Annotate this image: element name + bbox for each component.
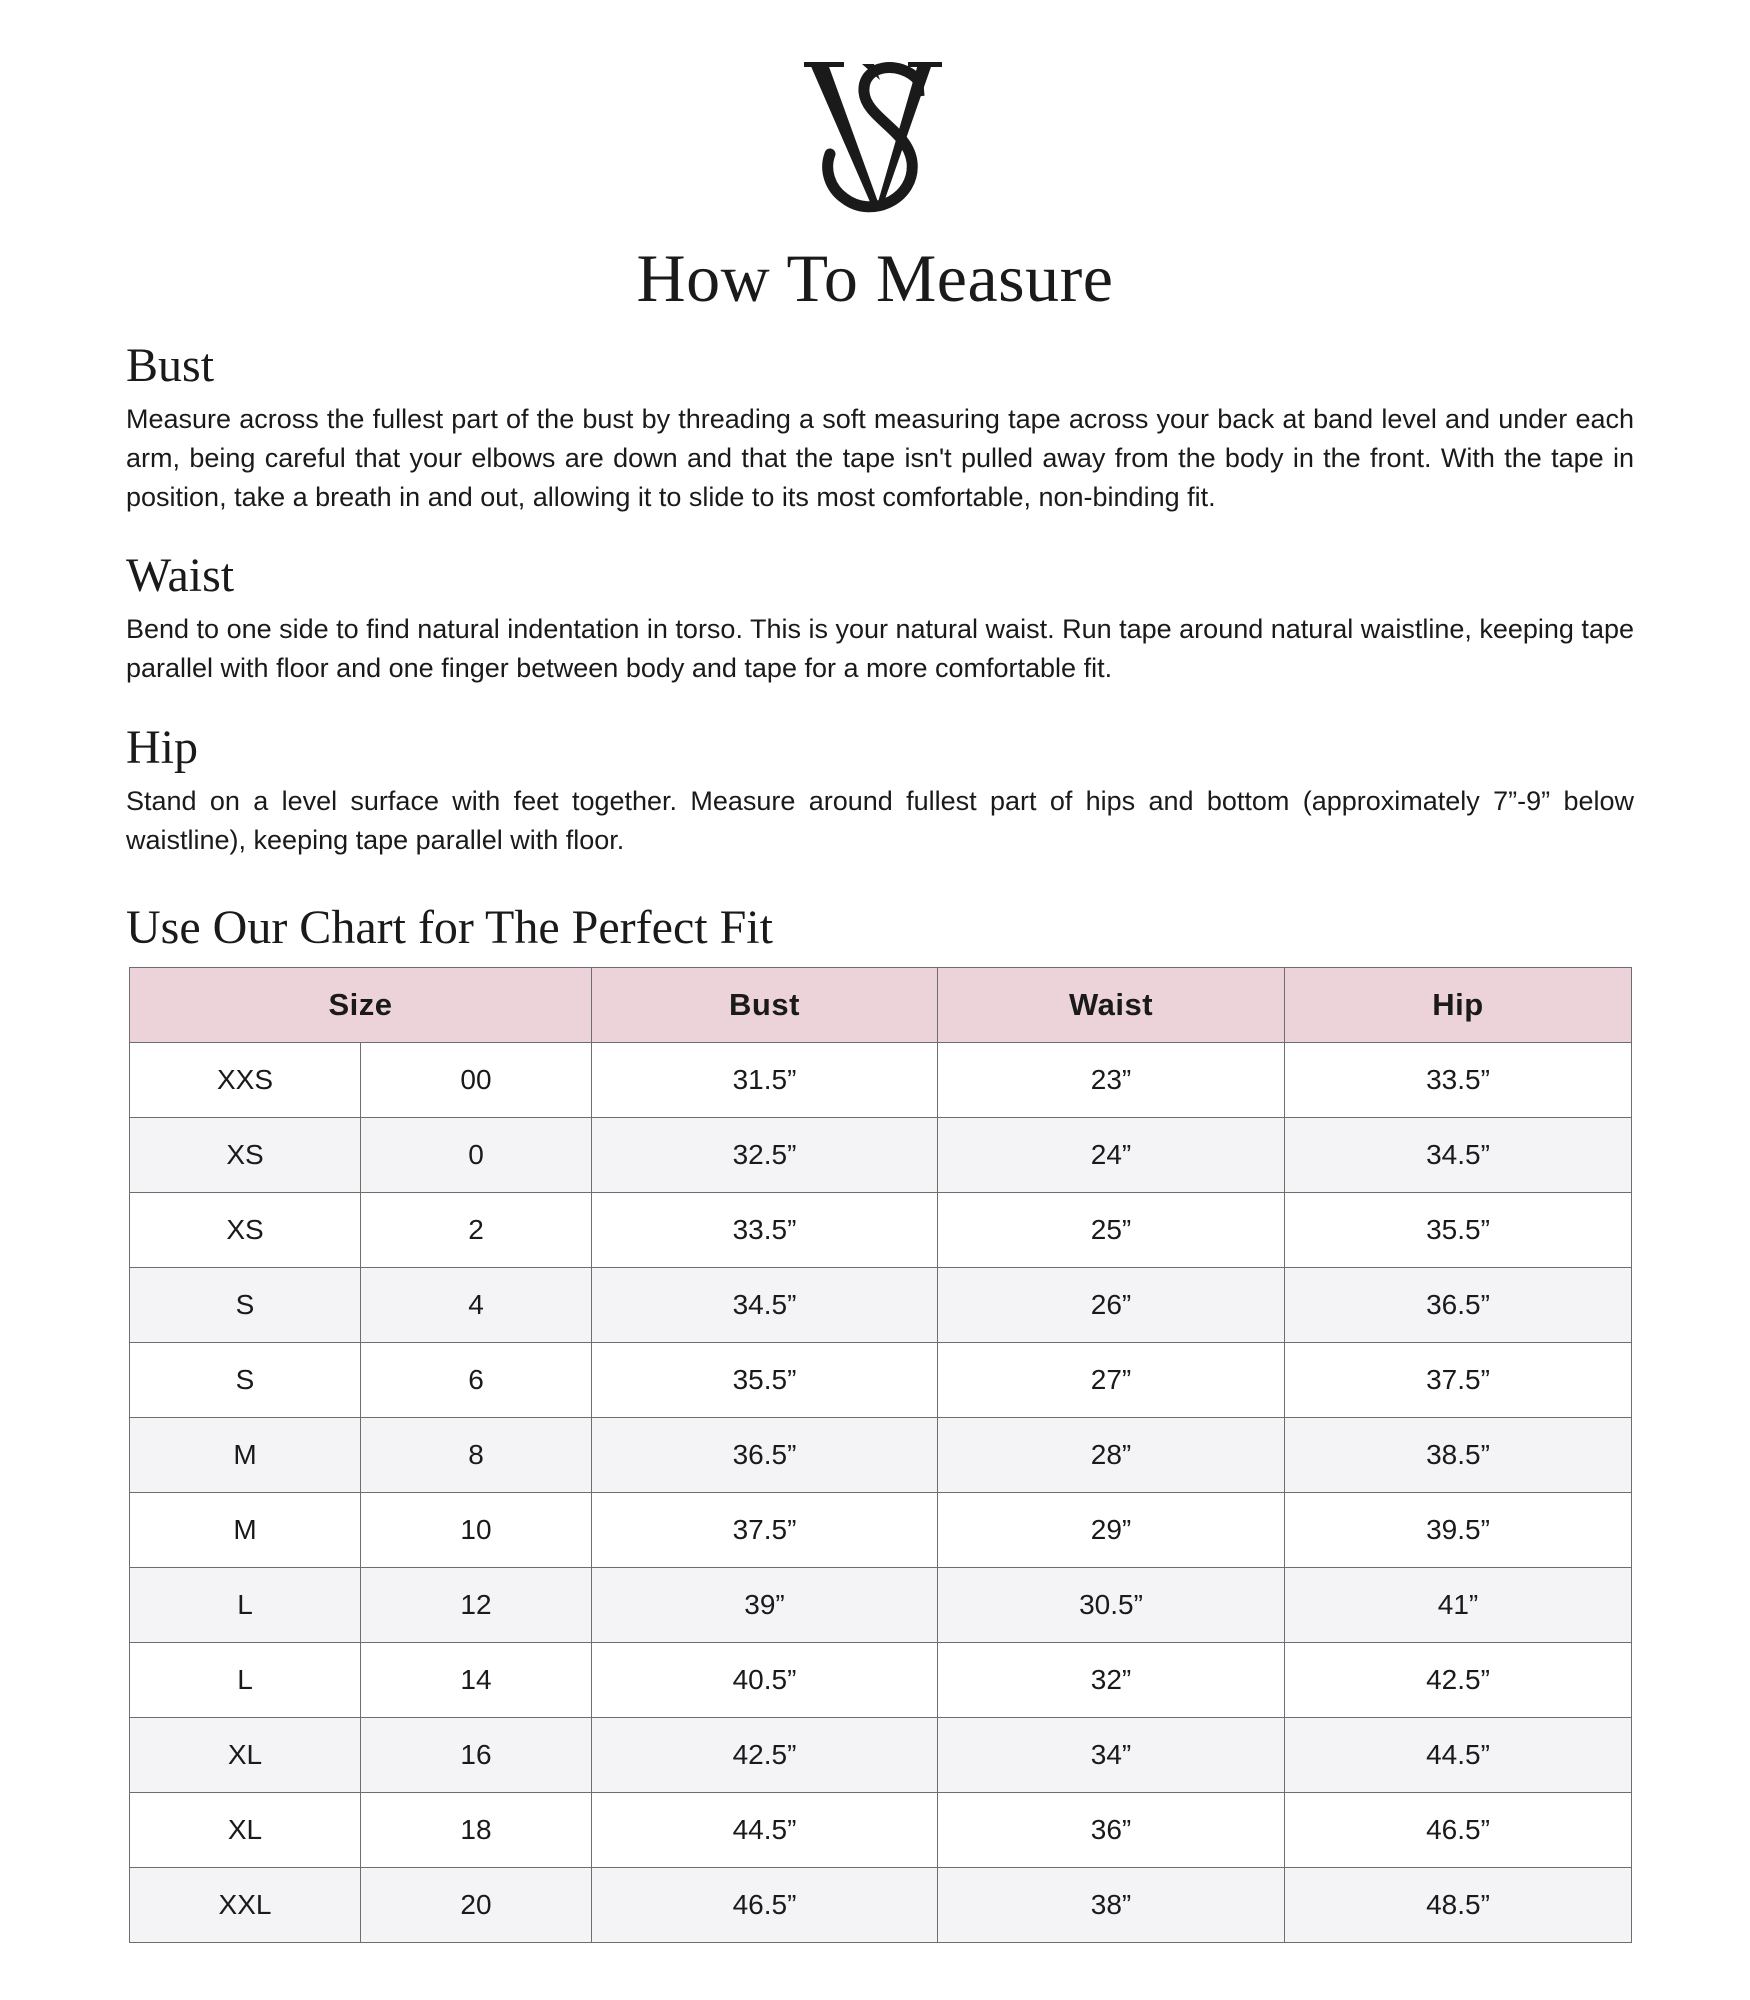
table-row xyxy=(130,1868,1632,1943)
cell-hip: 37.5” xyxy=(1285,1343,1632,1418)
cell-bust: 46.5” xyxy=(592,1868,938,1943)
cell-bust: 44.5” xyxy=(592,1793,938,1868)
cell-hip: 33.5” xyxy=(1285,1043,1632,1118)
cell-bust: 32.5” xyxy=(592,1118,938,1193)
cell-hip: 36.5” xyxy=(1285,1268,1632,1343)
cell-waist: 36” xyxy=(938,1793,1285,1868)
cell-waist: 23” xyxy=(938,1043,1285,1118)
cell-bust: 35.5” xyxy=(592,1343,938,1418)
table-row xyxy=(130,1118,1632,1193)
cell-waist: 26” xyxy=(938,1268,1285,1343)
cell-size-letter: S xyxy=(130,1343,361,1418)
cell-waist: 38” xyxy=(938,1868,1285,1943)
cell-bust: 40.5” xyxy=(592,1643,938,1718)
cell-size-number: 4 xyxy=(361,1268,592,1343)
cell-waist: 34” xyxy=(938,1718,1285,1793)
hip-section xyxy=(126,720,1634,860)
table-row xyxy=(130,1343,1632,1418)
cell-size-letter: L xyxy=(130,1568,361,1643)
cell-bust: 36.5” xyxy=(592,1418,938,1493)
hip-instructions: Stand on a level surface with feet together. Measure around fullest part of hips and bottom (approximately 7”-9” below waistline), keeping tape parallel with floor. xyxy=(126,786,1634,855)
cell-hip: 38.5” xyxy=(1285,1418,1632,1493)
cell-size-number: 12 xyxy=(361,1568,592,1643)
cell-size-number: 8 xyxy=(361,1418,592,1493)
cell-hip: 44.5” xyxy=(1285,1718,1632,1793)
table-row xyxy=(130,1718,1632,1793)
cell-size-number: 10 xyxy=(361,1493,592,1568)
table-row xyxy=(130,1643,1632,1718)
cell-size-letter: M xyxy=(130,1493,361,1568)
waist-instructions: Bend to one side to find natural indentation in torso. This is your natural waist. Run tape around natural waistline, keeping tape parallel with floor and one finger between body and tape for a more comfortable fit. xyxy=(126,614,1634,683)
cell-waist: 28” xyxy=(938,1418,1285,1493)
table-row xyxy=(130,1793,1632,1868)
cell-bust: 39” xyxy=(592,1568,938,1643)
table-row xyxy=(130,1268,1632,1343)
cell-size-number: 16 xyxy=(361,1718,592,1793)
cell-hip: 34.5” xyxy=(1285,1118,1632,1193)
cell-bust: 31.5” xyxy=(592,1043,938,1118)
header-waist: Waist xyxy=(938,968,1285,1043)
cell-waist: 29” xyxy=(938,1493,1285,1568)
page-title: How To Measure xyxy=(636,240,1114,316)
table-header-row xyxy=(130,968,1632,1043)
cell-waist: 25” xyxy=(938,1193,1285,1268)
header-bust: Bust xyxy=(592,968,938,1043)
cell-hip: 41” xyxy=(1285,1568,1632,1643)
cell-bust: 37.5” xyxy=(592,1493,938,1568)
header-size: Size xyxy=(130,968,592,1043)
header-hip: Hip xyxy=(1285,968,1632,1043)
cell-waist: 24” xyxy=(938,1118,1285,1193)
cell-waist: 30.5” xyxy=(938,1568,1285,1643)
cell-bust: 34.5” xyxy=(592,1268,938,1343)
cell-size-letter: L xyxy=(130,1643,361,1718)
cell-hip: 48.5” xyxy=(1285,1868,1632,1943)
waist-section xyxy=(126,548,1634,688)
cell-size-number: 14 xyxy=(361,1643,592,1718)
cell-hip: 35.5” xyxy=(1285,1193,1632,1268)
cell-hip: 42.5” xyxy=(1285,1643,1632,1718)
cell-size-number: 18 xyxy=(361,1793,592,1868)
cell-size-letter: S xyxy=(130,1268,361,1343)
cell-size-letter: XS xyxy=(130,1193,361,1268)
table-row xyxy=(130,1418,1632,1493)
table-row xyxy=(130,1568,1632,1643)
vs-monogram-icon xyxy=(800,52,950,222)
table-row xyxy=(130,1043,1632,1118)
cell-size-letter: M xyxy=(130,1418,361,1493)
cell-size-letter: XL xyxy=(130,1718,361,1793)
size-chart-table xyxy=(129,967,1632,1943)
cell-size-number: 6 xyxy=(361,1343,592,1418)
cell-size-number: 20 xyxy=(361,1868,592,1943)
cell-bust: 42.5” xyxy=(592,1718,938,1793)
cell-hip: 39.5” xyxy=(1285,1493,1632,1568)
cell-size-letter: XS xyxy=(130,1118,361,1193)
bust-heading: Bust xyxy=(126,339,215,392)
vs-monogram-logo xyxy=(800,52,950,222)
cell-waist: 27” xyxy=(938,1343,1285,1418)
table-row xyxy=(130,1193,1632,1268)
cell-size-letter: XXS xyxy=(130,1043,361,1118)
cell-size-number: 0 xyxy=(361,1118,592,1193)
bust-instructions: Measure across the fullest part of the bust by threading a soft measuring tape across your back at band level and under each arm, being careful that your elbows are down and that the tape isn't pulled away from the body in the front. With the tape in position, take a breath in and out, allowing it to slide to its most comfortable, non-binding fit. xyxy=(126,404,1634,512)
waist-heading: Waist xyxy=(126,549,235,602)
hip-heading: Hip xyxy=(126,721,198,774)
cell-waist: 32” xyxy=(938,1643,1285,1718)
cell-size-letter: XXL xyxy=(130,1868,361,1943)
cell-size-letter: XL xyxy=(130,1793,361,1868)
chart-heading: Use Our Chart for The Perfect Fit xyxy=(126,901,773,954)
cell-bust: 33.5” xyxy=(592,1193,938,1268)
cell-size-number: 00 xyxy=(361,1043,592,1118)
cell-size-number: 2 xyxy=(361,1193,592,1268)
cell-hip: 46.5” xyxy=(1285,1793,1632,1868)
bust-section xyxy=(126,338,1634,517)
table-row xyxy=(130,1493,1632,1568)
